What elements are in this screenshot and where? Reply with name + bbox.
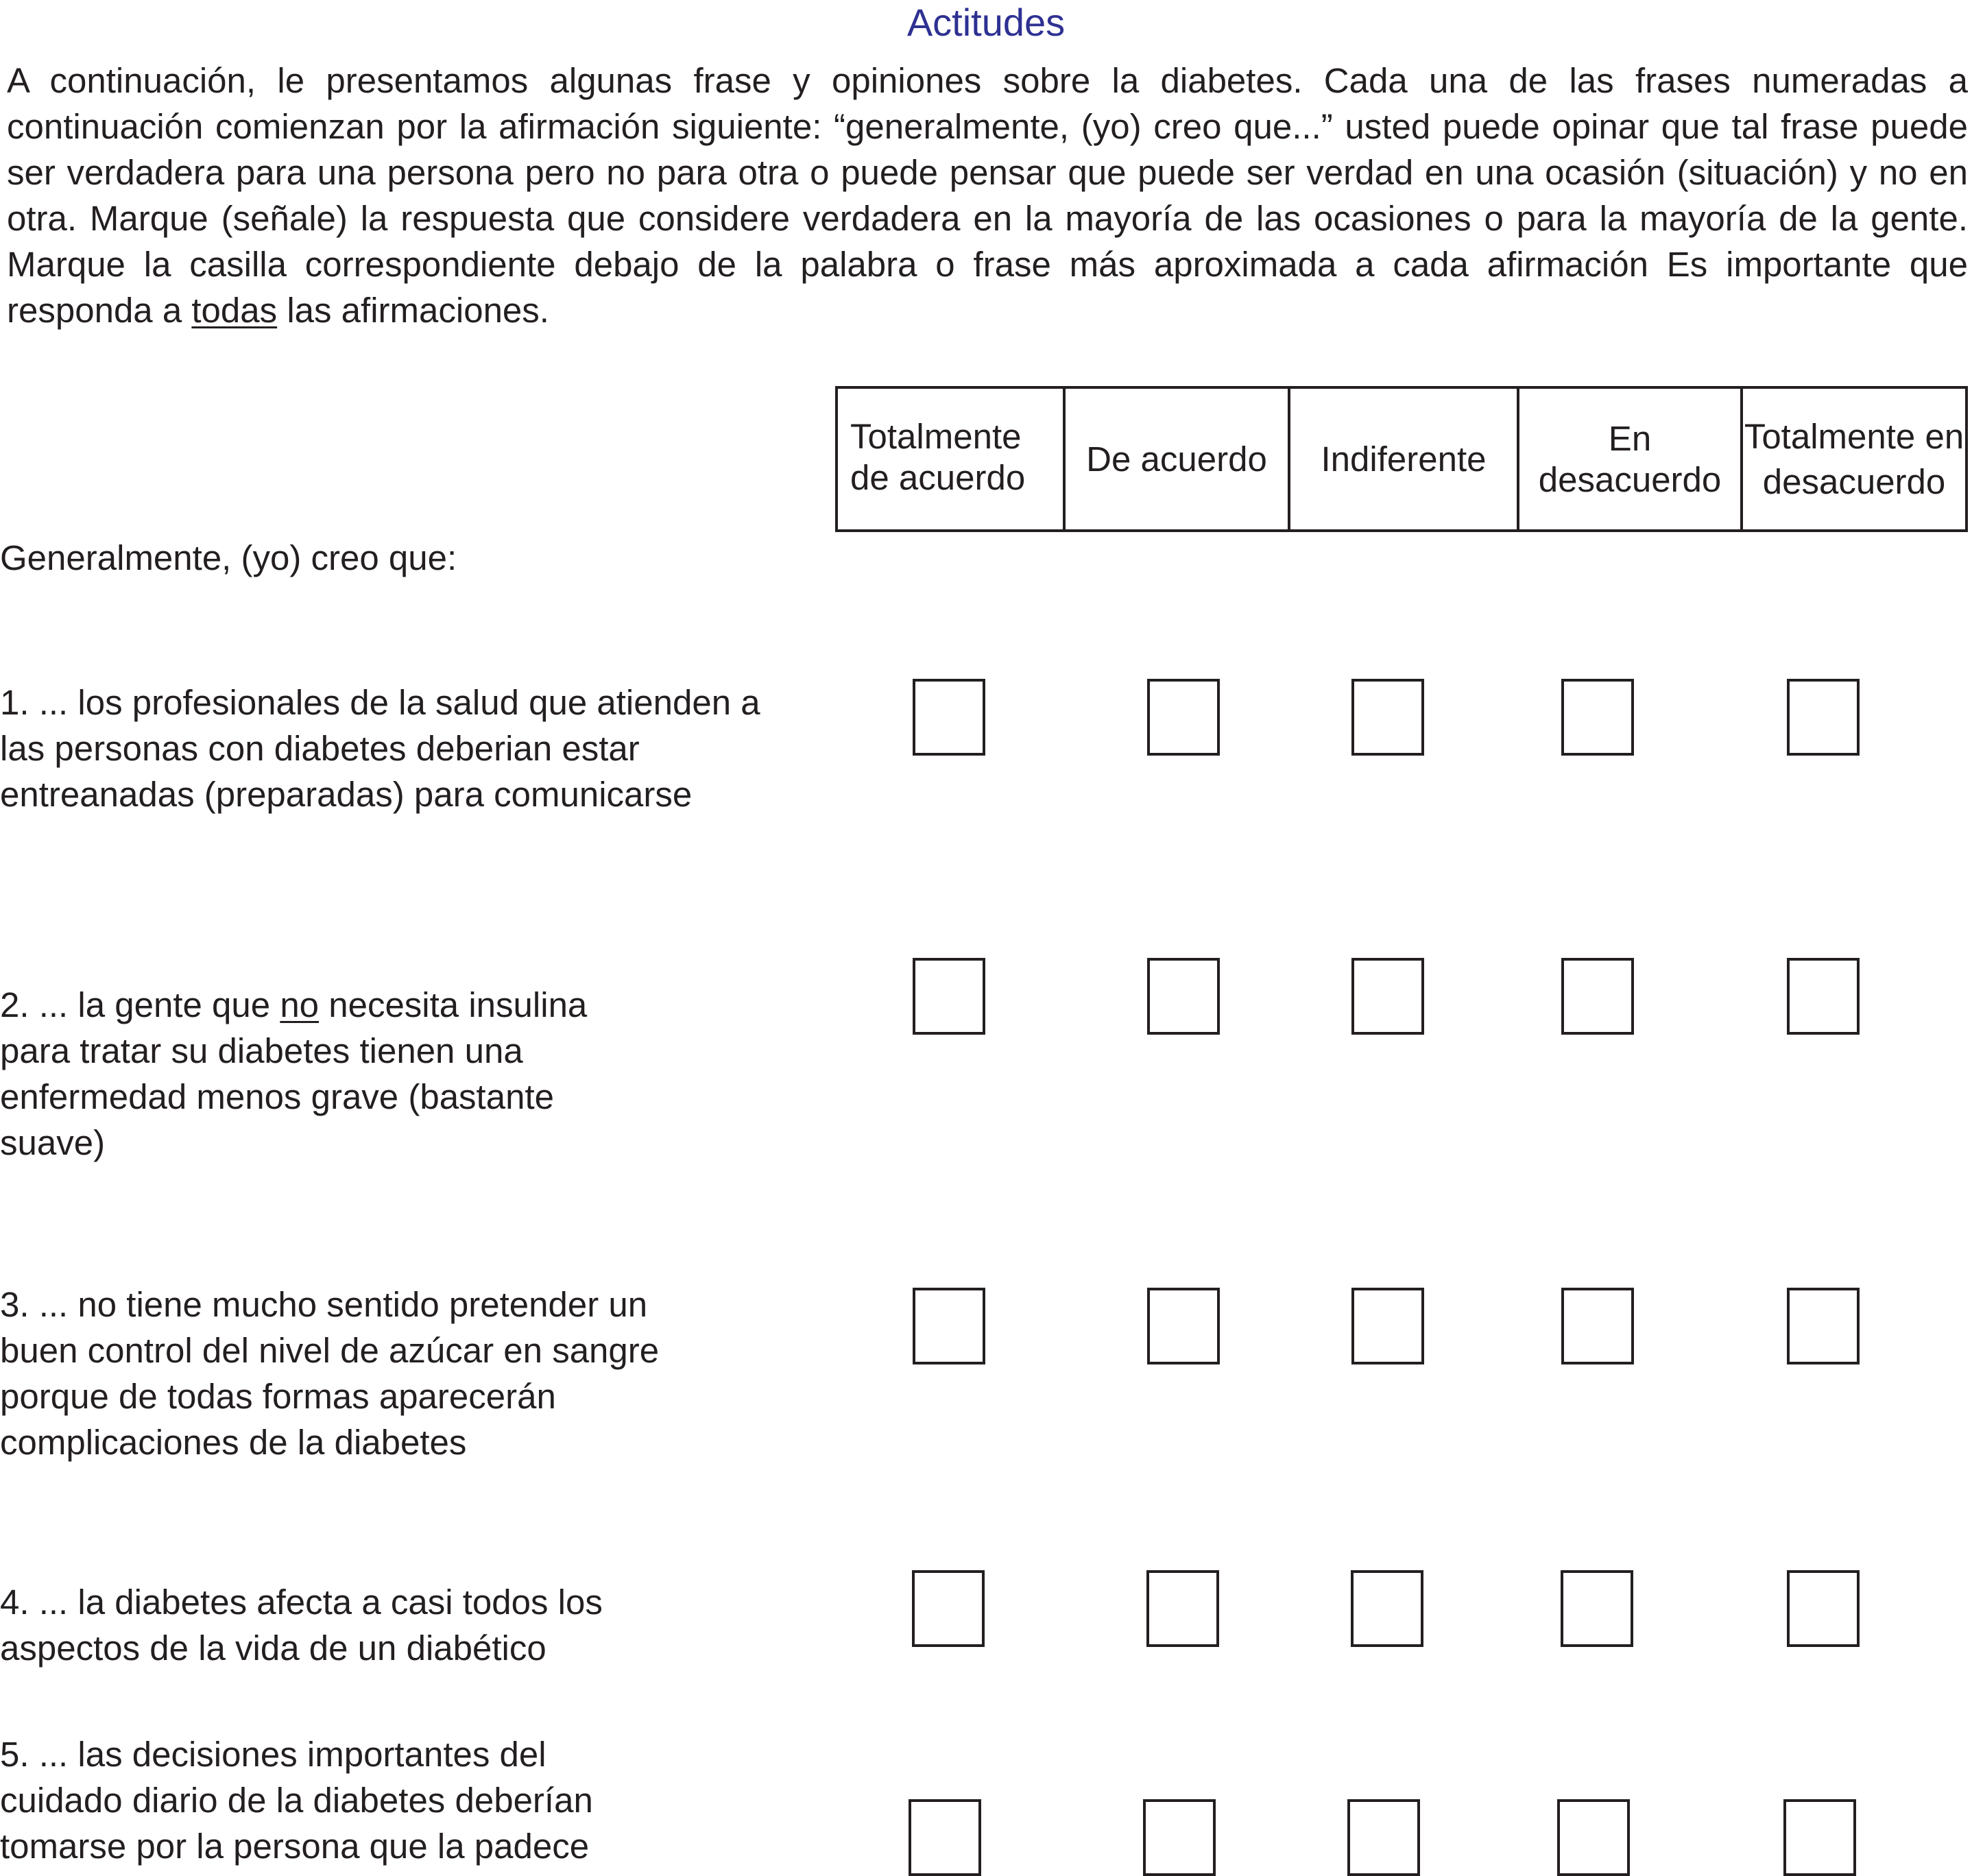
instructions-paragraph [7, 58, 1968, 333]
q4-agree-checkbox[interactable] [1146, 1570, 1219, 1647]
question-2 [0, 982, 658, 1166]
question-text: 5. ... las decisiones importantes del cuidado diario de la diabetes deberían tomarse por la persona que la padece [0, 1735, 593, 1866]
question-text-end: necesita insulina para tratar su diabetes tienen una enfermedad menos grave (bastante suave) [0, 985, 588, 1162]
q2-totally-disagree-checkbox[interactable] [1787, 958, 1860, 1035]
q5-agree-checkbox[interactable] [1143, 1799, 1216, 1876]
question-text: 4. ... la diabetes afecta a casi todos los aspectos de la vida de un diabético [0, 1583, 603, 1668]
q1-totally-agree-checkbox[interactable] [913, 679, 985, 756]
question-4 [0, 1579, 672, 1671]
scale-option-indifferent: Indiferente [1289, 387, 1518, 531]
scale-option-totally-agree: Totalmente de acuerdo [837, 387, 1064, 531]
question-text: 3. ... no tiene mucho sentido pretender un buen control del nivel de azúcar en sangre porque de todas formas aparecerán complicaciones de la diabetes [0, 1285, 660, 1462]
q1-agree-checkbox[interactable] [1147, 679, 1220, 756]
response-scale-header [835, 386, 1968, 532]
scale-option-disagree: En desacuerdo [1518, 387, 1742, 531]
q4-totally-disagree-checkbox[interactable] [1787, 1570, 1860, 1647]
q2-disagree-checkbox[interactable] [1561, 958, 1634, 1035]
instructions-text: A continuación, le presentamos algunas frase y opiniones sobre la diabetes. Cada una de las frases numeradas a continuación comienzan por la afirmación siguiente: “generalmente, (yo) creo que...” usted puede opinar que tal frase puede ser verdadera para una persona pero no para otra o puede pensar que puede ser verdad en una ocasión (situación) y no en otra. Marque (señale) la respuesta que considere verdadera en la mayoría de las ocasiones o para la mayoría de la gente. Marque la casilla correspondiente debajo de la palabra o frase más aproximada a cada afirmación Es importante que responda a [7, 61, 1968, 330]
q1-indifferent-checkbox[interactable] [1351, 679, 1424, 756]
statement-lead: Generalmente, (yo) creo que: [0, 538, 457, 577]
q2-totally-agree-checkbox[interactable] [913, 958, 985, 1035]
q5-totally-disagree-checkbox[interactable] [1783, 1799, 1856, 1876]
page-title: Actitudes [906, 1, 1066, 44]
scale-option-agree: De acuerdo [1064, 387, 1289, 531]
q2-agree-checkbox[interactable] [1147, 958, 1220, 1035]
q3-totally-disagree-checkbox[interactable] [1787, 1288, 1860, 1364]
question-3 [0, 1282, 734, 1465]
q3-disagree-checkbox[interactable] [1561, 1288, 1634, 1364]
q5-totally-agree-checkbox[interactable] [909, 1799, 981, 1876]
q5-indifferent-checkbox[interactable] [1347, 1799, 1420, 1876]
q3-totally-agree-checkbox[interactable] [913, 1288, 985, 1364]
instructions-emphasis: todas [191, 291, 278, 330]
question-text: 1. ... los profesionales de la salud que atienden a las personas con diabetes deberian estar entreanadas (preparadas) para comunicarse [0, 683, 760, 814]
q5-disagree-checkbox[interactable] [1557, 1799, 1630, 1876]
question-5 [0, 1731, 658, 1869]
q4-disagree-checkbox[interactable] [1561, 1570, 1633, 1647]
q3-agree-checkbox[interactable] [1147, 1288, 1220, 1364]
scale-option-totally-disagree: Totalmente en desacuerdo [1742, 387, 1967, 531]
instructions-text-end: las afirmaciones. [287, 291, 549, 330]
q1-disagree-checkbox[interactable] [1561, 679, 1634, 756]
question-1 [0, 680, 795, 817]
q1-totally-disagree-checkbox[interactable] [1787, 679, 1860, 756]
question-emphasis: no [280, 985, 320, 1024]
question-text: 2. ... la gente que [0, 985, 271, 1024]
q2-indifferent-checkbox[interactable] [1351, 958, 1424, 1035]
q4-totally-agree-checkbox[interactable] [912, 1570, 985, 1647]
q4-indifferent-checkbox[interactable] [1351, 1570, 1423, 1647]
q3-indifferent-checkbox[interactable] [1351, 1288, 1424, 1364]
